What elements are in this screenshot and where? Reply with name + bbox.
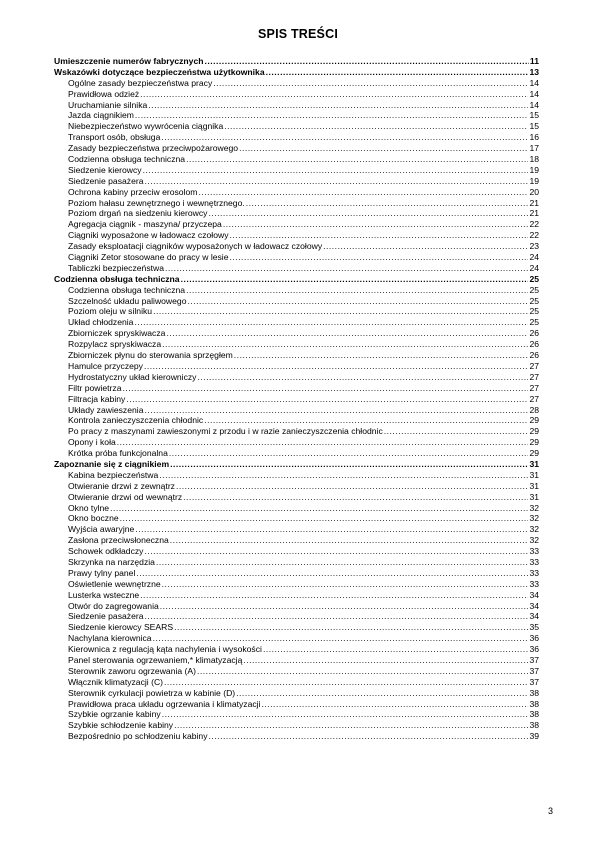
toc-entry[interactable] [54, 590, 539, 601]
toc-entry-page: 33 [529, 567, 539, 578]
toc-entry-page: 21 [529, 208, 539, 219]
toc-entry-page: 24 [529, 252, 539, 263]
dot-leader [243, 655, 528, 666]
toc-entry-page: 29 [529, 448, 539, 459]
toc-entry-page: 32 [529, 535, 539, 546]
dot-leader [384, 426, 529, 437]
toc-entry-title: Kontrola zanieczyszczenia chłodnic [68, 415, 204, 426]
toc-entry[interactable] [54, 426, 539, 437]
dot-leader [145, 611, 529, 622]
toc-entry-title: Otwieranie drzwi z zewnątrz [68, 480, 175, 491]
toc-entry-title: Filtracja kabiny [68, 393, 126, 404]
dot-leader [156, 557, 529, 568]
toc-entry-title: Poziom hałasu zewnętrznego i wewnętrznego. [68, 197, 245, 208]
toc-entry-title: Oświetlenie wewnętrzne [68, 578, 161, 589]
toc-entry-page: 38 [529, 720, 539, 731]
dot-leader [145, 176, 529, 187]
toc-entry-page: 14 [529, 99, 539, 110]
toc-entry-title: Niebezpieczeństwo wywrócenia ciągnika [68, 121, 224, 132]
toc-entry[interactable] [54, 121, 539, 132]
toc-entry-page: 25 [529, 306, 539, 317]
dot-leader [204, 415, 528, 426]
toc-entry[interactable] [54, 176, 539, 187]
toc-section-entry[interactable] [54, 67, 539, 78]
toc-entry-title: Okno tylne [68, 502, 110, 513]
toc-entry[interactable] [54, 546, 539, 557]
dot-leader [174, 720, 528, 731]
toc-entry[interactable] [54, 481, 539, 492]
toc-entry-title: Agregacja ciągnik - maszyna/ przyczepa [68, 219, 222, 230]
toc-entry-page: 25 [529, 284, 539, 295]
dot-leader [197, 666, 528, 677]
toc-entry[interactable] [54, 165, 539, 176]
dot-leader [198, 187, 528, 198]
toc-entry-title: Siedzenie pasażera [68, 175, 144, 186]
dot-leader [162, 339, 528, 350]
toc-entry-title: Codzienna obsługa techniczna [68, 284, 186, 295]
toc-entry-title: Zasady eksploatacji ciągników wyposażonych w ładowacz czołowy [68, 241, 323, 252]
toc-entry-page: 24 [529, 262, 539, 273]
dot-leader [262, 699, 529, 710]
toc-entry-title: Po pracy z maszynami zawieszonymi z przodu i w razie zanieczyszczenia chłodnic [68, 426, 383, 437]
toc-entry-page: 23 [529, 241, 539, 252]
toc-entry-page: 33 [529, 578, 539, 589]
dot-leader [117, 437, 529, 448]
dot-leader [170, 535, 529, 546]
toc-entry-page: 34 [529, 600, 539, 611]
toc-entry-title: Siedzenie pasażera [68, 611, 144, 622]
page-number: 3 [548, 806, 554, 816]
toc-entry-title: Szybkie schłodzenie kabiny [68, 720, 174, 731]
toc-entry-page: 27 [529, 360, 539, 371]
toc-entry-page: 25 [529, 295, 539, 306]
dot-leader [160, 601, 529, 612]
dot-leader [134, 317, 528, 328]
toc-entry-page: 33 [529, 546, 539, 557]
toc-entry-page: 34 [529, 611, 539, 622]
toc-entry[interactable] [54, 132, 539, 143]
toc-entry-title: Zapoznanie się z ciągnikiem [54, 458, 170, 469]
toc-entry-page: 31 [529, 469, 539, 480]
toc-entry-page: 34 [529, 589, 539, 600]
dot-leader [135, 110, 529, 121]
dot-leader [164, 677, 528, 688]
toc-entry-title: Prawidłowa odzież [68, 88, 140, 99]
toc-entry[interactable] [54, 731, 539, 742]
toc-entry[interactable] [54, 383, 539, 394]
toc-entry[interactable] [54, 143, 539, 154]
toc-entry-title: Codzienna obsługa techniczna [68, 154, 186, 165]
toc-section-entry[interactable] [54, 56, 539, 67]
toc-entry[interactable] [54, 503, 539, 514]
toc-entry-title: Poziom oleju w silniku [68, 306, 153, 317]
dot-leader [266, 67, 529, 78]
toc-entry-page: 15 [529, 121, 539, 132]
toc-entry[interactable] [54, 219, 539, 230]
toc-entry-page: 26 [529, 339, 539, 350]
toc-entry-page: 25 [529, 317, 539, 328]
dot-leader [186, 154, 528, 165]
dot-leader [110, 503, 528, 514]
toc-entry[interactable] [54, 208, 539, 219]
toc-entry[interactable] [54, 230, 539, 241]
toc-entry[interactable] [54, 568, 539, 579]
dot-leader [135, 524, 528, 535]
toc-entry-title: Zasady bezpieczeństwa przeciwpożarowego [68, 143, 239, 154]
toc-entry-title: Bezpośrednio po schłodzeniu kabiny [68, 731, 208, 742]
toc-entry[interactable] [54, 415, 539, 426]
toc-entry-page: 27 [529, 393, 539, 404]
dot-leader [246, 198, 529, 209]
toc-entry-title: Sterownik cyrkulacji powietrza w kabinie (D) [68, 687, 236, 698]
toc-entry-title: Skrzynka na narzędzia [68, 556, 155, 567]
toc-entry[interactable] [54, 361, 539, 372]
dot-leader [153, 633, 529, 644]
dot-leader [239, 143, 528, 154]
toc-entry-title: Ciągniki Zetor stosowane do pracy w lesie [68, 252, 229, 263]
dot-leader [144, 361, 528, 372]
dot-leader [204, 56, 528, 67]
toc-entry-page: 33 [529, 556, 539, 567]
dot-leader [120, 513, 529, 524]
toc-entry-title: Tabliczki bezpieczeństwa [68, 262, 165, 273]
toc-entry-page: 26 [529, 328, 539, 339]
toc-entry-title: Rozpylacz spryskiwacza [68, 339, 162, 350]
dot-leader [143, 165, 529, 176]
toc-entry[interactable] [54, 601, 539, 612]
toc-entry[interactable] [54, 241, 539, 252]
toc-entry[interactable] [54, 557, 539, 568]
toc-entry-page: 16 [529, 132, 539, 143]
toc-entry-title: Opony i koła [68, 437, 116, 448]
toc-entry[interactable] [54, 100, 539, 111]
toc-entry[interactable] [54, 78, 539, 89]
dot-leader [159, 470, 528, 481]
dot-leader [224, 121, 528, 132]
toc-entry-page: 37 [529, 654, 539, 665]
dot-leader [230, 230, 529, 241]
dot-leader [236, 688, 528, 699]
toc-entry[interactable] [54, 655, 539, 666]
toc-entry[interactable] [54, 285, 539, 296]
toc-entry-title: Szybkie ogrzanie kabiny [68, 709, 161, 720]
dot-leader [144, 546, 528, 557]
dot-leader [323, 241, 528, 252]
dot-leader [169, 448, 529, 459]
toc-entry-title: Zbiorniczek spryskiwacza [68, 328, 166, 339]
dot-leader [187, 296, 528, 307]
toc-entry-title: Filtr powietrza [68, 382, 122, 393]
toc-entry-page: 31 [529, 491, 539, 502]
toc-entry-title: Hydrostatyczny układ kierowniczy [68, 371, 197, 382]
toc-entry[interactable] [54, 524, 539, 535]
toc-entry[interactable] [54, 448, 539, 459]
dot-leader [140, 590, 528, 601]
dot-leader [174, 622, 528, 633]
toc-entry-page: 18 [529, 154, 539, 165]
toc-entry-title: Panel sterowania ogrzewaniem,* klimatyzacją [68, 654, 243, 665]
dot-leader [197, 372, 528, 383]
toc-entry-page: 13 [529, 66, 539, 77]
toc-entry-title: Uruchamianie silnika [68, 99, 148, 110]
dot-leader [213, 78, 528, 89]
toc-entry-title: Jazda ciągnikiem [68, 110, 134, 121]
dot-leader [223, 219, 529, 230]
toc-entry-title: Szczelność układu paliwowego [68, 295, 187, 306]
toc-entry-page: 26 [529, 350, 539, 361]
toc-entry-page: 20 [529, 186, 539, 197]
dot-leader [176, 481, 528, 492]
toc-entry[interactable] [54, 350, 539, 361]
toc-entry-page: 32 [529, 513, 539, 524]
toc-entry-page: 29 [529, 437, 539, 448]
toc-entry[interactable] [54, 296, 539, 307]
page-title: SPIS TREŚCI [258, 27, 338, 41]
toc-entry-page: 14 [529, 77, 539, 88]
toc-entry-page: 32 [529, 524, 539, 535]
toc-entry-title: Włącznik klimatyzacji (C) [68, 676, 164, 687]
toc-entry-title: Siedzenie kierowcy SEARS [68, 622, 174, 633]
toc-entry-title: Ogólne zasady bezpieczeństwa pracy [68, 77, 213, 88]
toc-entry-page: 38 [529, 687, 539, 698]
toc-entry[interactable] [54, 198, 539, 209]
toc-entry[interactable] [54, 405, 539, 416]
toc-entry[interactable] [54, 110, 539, 121]
toc-section-entry[interactable] [54, 459, 539, 470]
toc-entry-page: 38 [529, 698, 539, 709]
toc-entry-title: Kabina bezpieczeństwa [68, 469, 159, 480]
toc-entry-title: Zbiorniczek płynu do sterowania sprzęgłem [68, 350, 233, 361]
dot-leader [140, 89, 528, 100]
dot-leader [209, 731, 529, 742]
toc-entry-page: 31 [529, 480, 539, 491]
toc-entry[interactable] [54, 709, 539, 720]
toc-entry-title: Prawidłowa praca układu ogrzewania i klimatyzacji [68, 698, 261, 709]
dot-leader [166, 328, 528, 339]
toc-entry[interactable] [54, 252, 539, 263]
toc-entry[interactable] [54, 513, 539, 524]
toc-entry-page: 36 [529, 644, 539, 655]
toc-entry-title: Poziom drgań na siedzeniu kierowcy [68, 208, 208, 219]
toc-entry-page: 39 [529, 731, 539, 742]
toc-entry-title: Codzienna obsługa techniczna [54, 273, 180, 284]
dot-leader [136, 568, 528, 579]
toc-entry[interactable] [54, 535, 539, 546]
toc-entry-page: 14 [529, 88, 539, 99]
toc-entry-page: 27 [529, 371, 539, 382]
toc-entry-title: Wyjścia awaryjne [68, 524, 135, 535]
toc-entry-page: 35 [529, 622, 539, 633]
toc-entry-page: 25 [529, 273, 539, 284]
toc-entry[interactable] [54, 317, 539, 328]
toc-entry-page: 28 [529, 404, 539, 415]
toc-entry[interactable] [54, 154, 539, 165]
toc-entry-title: Transport osób, obsługa [68, 132, 161, 143]
toc-entry-page: 22 [529, 219, 539, 230]
toc-entry[interactable] [54, 699, 539, 710]
toc-entry-page: 17 [529, 143, 539, 154]
dot-leader [208, 208, 528, 219]
dot-leader [263, 644, 529, 655]
toc-entry-page: 19 [529, 175, 539, 186]
toc-entry[interactable] [54, 187, 539, 198]
dot-leader [126, 394, 528, 405]
toc-entry-title: Kierownica z regulacją kąta nachylenia i wysokości [68, 644, 262, 655]
toc-entry-page: 29 [529, 415, 539, 426]
toc-entry-title: Lusterka wsteczne [68, 589, 140, 600]
toc-entry[interactable] [54, 437, 539, 448]
toc-entry[interactable] [54, 644, 539, 655]
toc-entry-title: Ochrona kabiny przeciw erosolom [68, 186, 198, 197]
dot-leader [144, 405, 528, 416]
dot-leader [122, 383, 528, 394]
toc-entry-page: 37 [529, 676, 539, 687]
toc-entry-title: Siedzenie kierowcy [68, 164, 142, 175]
toc-entry-title: Układ chłodzenia [68, 317, 134, 328]
toc-entry[interactable] [54, 633, 539, 644]
toc-entry-title: Hamulce przyczepy [68, 360, 143, 371]
toc-entry[interactable] [54, 89, 539, 100]
toc-entry-page: 31 [529, 458, 539, 469]
toc-entry[interactable] [54, 394, 539, 405]
toc-entry-page: 19 [529, 164, 539, 175]
toc-entry[interactable] [54, 611, 539, 622]
toc-entry[interactable] [54, 306, 539, 317]
toc-entry-title: Okno boczne [68, 513, 119, 524]
toc-entry-page: 15 [529, 110, 539, 121]
toc-entry[interactable] [54, 677, 539, 688]
toc-entry-title: Sterownik zaworu ogrzewania (A) [68, 665, 197, 676]
toc-entry-page: 38 [529, 709, 539, 720]
toc-entry-title: Wskazówki dotyczące bezpieczeństwa użytkownika [54, 66, 265, 77]
toc-entry-page: 21 [529, 197, 539, 208]
toc-entry-page: 36 [529, 633, 539, 644]
dot-leader [161, 132, 528, 143]
dot-leader [162, 709, 529, 720]
dot-leader [186, 285, 528, 296]
toc-entry-title: Nachylana kierownica [68, 633, 152, 644]
dot-leader [165, 263, 528, 274]
dot-leader [183, 492, 528, 503]
toc-entry-title: Otwór do zagregowania [68, 600, 159, 611]
toc-entry-title: Zasłona przeciwsłoneczna [68, 535, 169, 546]
toc-entry[interactable] [54, 688, 539, 699]
toc-entry[interactable] [54, 372, 539, 383]
dot-leader [230, 252, 529, 263]
table-of-contents [54, 56, 539, 742]
dot-leader [162, 579, 529, 590]
toc-entry-title: Układy zawieszenia [68, 404, 144, 415]
toc-entry-title: Otwieranie drzwi od wewnątrz [68, 491, 183, 502]
toc-entry-title: Umieszczenie numerów fabrycznych [54, 56, 204, 66]
dot-leader [170, 459, 528, 470]
toc-entry-title: Prawy tylny panel [68, 567, 136, 578]
toc-entry-page: 11 [529, 56, 539, 66]
toc-entry-page: 29 [529, 426, 539, 437]
dot-leader [153, 306, 528, 317]
toc-entry[interactable] [54, 339, 539, 350]
toc-entry[interactable] [54, 263, 539, 274]
toc-entry[interactable] [54, 470, 539, 481]
toc-entry[interactable] [54, 622, 539, 633]
dot-leader [234, 350, 529, 361]
toc-entry-page: 37 [529, 665, 539, 676]
toc-entry[interactable] [54, 492, 539, 503]
dot-leader [148, 100, 528, 111]
toc-entry[interactable] [54, 720, 539, 731]
toc-entry-title: Schowek odkładczy [68, 546, 144, 557]
toc-entry[interactable] [54, 666, 539, 677]
toc-entry[interactable] [54, 328, 539, 339]
toc-section-entry[interactable] [54, 274, 539, 285]
toc-entry-title: Ciągniki wyposażone w ładowacz czołowy [68, 230, 229, 241]
toc-entry-page: 27 [529, 382, 539, 393]
toc-entry[interactable] [54, 579, 539, 590]
dot-leader [181, 274, 529, 285]
toc-entry-page: 32 [529, 502, 539, 513]
toc-entry-page: 22 [529, 230, 539, 241]
toc-entry-title: Krótka próba funkcjonalna [68, 448, 168, 459]
